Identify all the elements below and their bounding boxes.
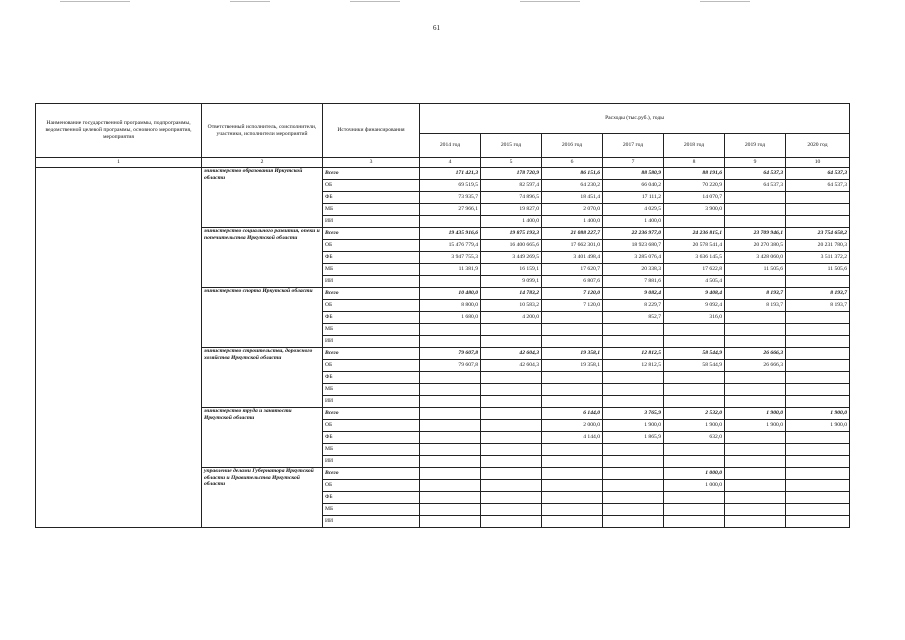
amount-cell: 4 144,0 [542,432,603,444]
funding-source-cell: МБ [323,264,420,276]
amount-cell [725,468,786,480]
amount-cell: 42 604,3 [481,360,542,372]
amount-cell [420,420,481,432]
amount-cell: 3 285 076,4 [603,252,664,264]
amount-cell [664,336,725,348]
amount-cell: 3 511 372,2 [786,252,850,264]
amount-cell: 2 532,0 [664,408,725,420]
funding-source-cell: Всего [323,408,420,420]
amount-cell: 1 000,0 [664,468,725,480]
funding-source-cell: МБ [323,324,420,336]
amount-cell: 20 231 780,3 [786,240,850,252]
amount-cell [420,324,481,336]
column-number: 4 [420,158,481,168]
amount-cell: 9 082,4 [603,288,664,300]
amount-cell: 64 537,3 [725,168,786,180]
header-year-2: 2015 год [481,134,542,158]
amount-cell [725,432,786,444]
column-number: 2 [202,158,323,168]
column-number: 1 [36,158,202,168]
funding-source-cell: ОБ [323,180,420,192]
amount-cell [786,480,850,492]
amount-cell: 82 597,4 [481,180,542,192]
scan-artifacts [0,0,905,4]
funding-source-cell: ОБ [323,420,420,432]
amount-cell: 64 537,3 [725,180,786,192]
funding-source-cell: ФБ [323,372,420,384]
amount-cell [786,516,850,528]
amount-cell [725,384,786,396]
funding-source-cell: Всего [323,288,420,300]
executor-cell: министерство спорта Иркутской области [202,288,323,348]
amount-cell [725,372,786,384]
amount-cell [664,504,725,516]
amount-cell: 64 537,3 [786,168,850,180]
amount-cell: 8 229,7 [603,300,664,312]
funding-source-cell: Всего [323,468,420,480]
amount-cell [481,372,542,384]
amount-cell [664,516,725,528]
amount-cell: 19 358,1 [542,348,603,360]
header-year-5: 2018 год [664,134,725,158]
amount-cell [481,384,542,396]
amount-cell [725,312,786,324]
amount-cell: 69 519,5 [420,180,481,192]
funding-source-cell: Всего [323,348,420,360]
amount-cell [603,372,664,384]
amount-cell: 17 662 301,0 [542,240,603,252]
amount-cell [420,384,481,396]
amount-cell [542,372,603,384]
funding-source-cell: ИИ [323,216,420,228]
amount-cell [725,480,786,492]
amount-cell: 7 881,6 [603,276,664,288]
executor-cell: управление делами Губернатора Иркутской области и Правительства Иркутской области [202,468,323,528]
amount-cell: 4 505,4 [664,276,725,288]
amount-cell [725,204,786,216]
amount-cell: 7 120,0 [542,300,603,312]
amount-cell: 1 900,0 [725,408,786,420]
amount-cell: 1 400,0 [603,216,664,228]
amount-cell [420,432,481,444]
amount-cell: 7 120,0 [542,288,603,300]
amount-cell [542,456,603,468]
funding-source-cell: ФБ [323,492,420,504]
header-program-name: Наименование государственной программы, подпрограммы, ведомственной целевой программы, основного мероприятия, мероприятия [36,104,202,158]
amount-cell: 26 666,3 [725,360,786,372]
amount-cell: 4 029,5 [603,204,664,216]
amount-cell [603,456,664,468]
amount-cell [420,480,481,492]
funding-source-cell: Всего [323,228,420,240]
amount-cell [786,348,850,360]
amount-cell [542,324,603,336]
amount-cell: 1 865,9 [603,432,664,444]
funding-source-cell: ФБ [323,252,420,264]
amount-cell: 19 875 193,3 [481,228,542,240]
amount-cell: 19 827,0 [481,204,542,216]
header-year-7: 2020 год [786,134,850,158]
amount-cell [481,396,542,408]
funding-source-cell: ОБ [323,240,420,252]
amount-cell [664,396,725,408]
funding-source-cell: ОБ [323,360,420,372]
amount-cell: 8 193,7 [725,288,786,300]
amount-cell: 17 111,2 [603,192,664,204]
amount-cell [542,312,603,324]
amount-cell: 11 505,6 [725,264,786,276]
amount-cell: 8 193,7 [725,300,786,312]
amount-cell [603,384,664,396]
amount-cell: 1 900,0 [786,408,850,420]
amount-cell [542,516,603,528]
amount-cell [603,480,664,492]
funding-source-cell: МБ [323,444,420,456]
amount-cell: 3 900,0 [664,204,725,216]
amount-cell [542,336,603,348]
amount-cell [420,504,481,516]
amount-cell [420,492,481,504]
amount-cell [786,312,850,324]
amount-cell [481,324,542,336]
amount-cell [786,444,850,456]
executor-cell: министерство образования Иркутской области [202,168,323,228]
budget-table [35,103,850,528]
amount-cell [786,504,850,516]
amount-cell [481,456,542,468]
amount-cell: 14 783,2 [481,288,542,300]
amount-cell [542,480,603,492]
amount-cell: 4 200,0 [481,312,542,324]
amount-cell [420,468,481,480]
amount-cell: 1 900,0 [664,420,725,432]
amount-cell [542,444,603,456]
funding-source-cell: ИИ [323,456,420,468]
amount-cell: 8 193,7 [786,300,850,312]
funding-source-cell: МБ [323,504,420,516]
amount-cell [603,444,664,456]
header-year-4: 2017 год [603,134,664,158]
header-year-3: 2016 год [542,134,603,158]
amount-cell [420,372,481,384]
amount-cell: 1 400,0 [542,216,603,228]
column-number: 7 [603,158,664,168]
header-funding-source: Источники финансирования [323,104,420,158]
amount-cell [786,336,850,348]
amount-cell: 9 099,1 [481,276,542,288]
amount-cell: 86 151,6 [542,168,603,180]
funding-source-cell: МБ [323,204,420,216]
amount-cell: 18 451,4 [542,192,603,204]
amount-cell: 79 607,8 [420,348,481,360]
amount-cell [481,516,542,528]
amount-cell: 17 622,8 [664,264,725,276]
amount-cell: 15 476 779,4 [420,240,481,252]
funding-source-cell: ИИ [323,396,420,408]
amount-cell [725,216,786,228]
amount-cell [481,336,542,348]
header-year-1: 2014 год [420,134,481,158]
amount-cell: 178 720,9 [481,168,542,180]
amount-cell: 23 754 658,2 [786,228,850,240]
amount-cell: 1 680,0 [420,312,481,324]
amount-cell: 3 449 269,5 [481,252,542,264]
amount-cell [786,432,850,444]
amount-cell [786,492,850,504]
amount-cell [542,396,603,408]
amount-cell [481,420,542,432]
amount-cell: 1 900,0 [725,420,786,432]
amount-cell [481,408,542,420]
amount-cell: 12 812,5 [603,348,664,360]
amount-cell [786,360,850,372]
amount-cell: 11 505,6 [786,264,850,276]
amount-cell [420,444,481,456]
amount-cell [786,372,850,384]
column-number: 6 [542,158,603,168]
amount-cell: 3 401 498,4 [542,252,603,264]
amount-cell: 1 400,0 [481,216,542,228]
amount-cell [481,444,542,456]
amount-cell: 1 000,0 [664,480,725,492]
amount-cell: 316,0 [664,312,725,324]
amount-cell [786,384,850,396]
executor-cell: министерство строительства, дорожного хозяйства Иркутской области [202,348,323,408]
amount-cell [420,456,481,468]
amount-cell [725,276,786,288]
amount-cell [725,336,786,348]
table-row [36,168,850,180]
amount-cell: 58 544,9 [664,360,725,372]
amount-cell [725,492,786,504]
amount-cell: 24 236 815,1 [664,228,725,240]
amount-cell: 2 070,0 [542,204,603,216]
amount-cell [786,216,850,228]
amount-cell [542,492,603,504]
amount-cell: 9 092,4 [664,300,725,312]
amount-cell: 19 435 916,6 [420,228,481,240]
amount-cell [664,216,725,228]
amount-cell: 64 537,3 [786,180,850,192]
funding-source-cell: ФБ [323,192,420,204]
amount-cell: 3 428 060,0 [725,252,786,264]
amount-cell [420,216,481,228]
amount-cell [786,396,850,408]
amount-cell [603,516,664,528]
header-executor: Ответственный исполнитель, соисполнители, участники, исполнители мероприятий [202,104,323,158]
amount-cell: 10 583,2 [481,300,542,312]
amount-cell: 20 338,3 [603,264,664,276]
funding-source-cell: ОБ [323,300,420,312]
amount-cell [725,444,786,456]
amount-cell [725,396,786,408]
amount-cell: 171 421,3 [420,168,481,180]
amount-cell: 12 812,5 [603,360,664,372]
amount-cell [481,432,542,444]
amount-cell: 74 896,5 [481,192,542,204]
amount-cell: 88 191,6 [664,168,725,180]
amount-cell [664,324,725,336]
amount-cell: 23 709 946,1 [725,228,786,240]
amount-cell [603,492,664,504]
header-numbers-row [36,158,850,168]
page-number: 61 [433,24,440,32]
amount-cell [603,324,664,336]
amount-cell: 18 923 680,7 [603,240,664,252]
amount-cell [481,468,542,480]
amount-cell [786,276,850,288]
amount-cell [664,444,725,456]
column-number: 9 [725,158,786,168]
amount-cell [603,504,664,516]
amount-cell: 88 580,9 [603,168,664,180]
amount-cell [481,480,542,492]
amount-cell [420,276,481,288]
amount-cell: 8 800,0 [420,300,481,312]
funding-source-cell: ИИ [323,276,420,288]
program-name-cell [36,168,202,528]
header-year-6: 2019 год [725,134,786,158]
funding-source-cell: ФБ [323,432,420,444]
amount-cell: 2 000,0 [542,420,603,432]
amount-cell [664,372,725,384]
amount-cell: 10 480,0 [420,288,481,300]
column-number: 5 [481,158,542,168]
funding-source-cell: ОБ [323,480,420,492]
funding-source-cell: МБ [323,384,420,396]
amount-cell: 16 400 665,6 [481,240,542,252]
amount-cell: 66 040,2 [603,180,664,192]
funding-source-cell: ИИ [323,516,420,528]
amount-cell: 8 193,7 [786,288,850,300]
amount-cell [786,204,850,216]
amount-cell: 79 607,8 [420,360,481,372]
amount-cell: 27 966,1 [420,204,481,216]
column-number: 8 [664,158,725,168]
funding-source-cell: ФБ [323,312,420,324]
funding-source-cell: Всего [323,168,420,180]
amount-cell [725,504,786,516]
amount-cell [481,504,542,516]
amount-cell [664,456,725,468]
amount-cell [664,492,725,504]
amount-cell [786,456,850,468]
amount-cell [603,396,664,408]
amount-cell: 26 666,3 [725,348,786,360]
amount-cell: 852,7 [603,312,664,324]
amount-cell [603,336,664,348]
amount-cell [664,384,725,396]
amount-cell [603,468,664,480]
amount-cell [420,408,481,420]
amount-cell [786,468,850,480]
amount-cell: 70 220,9 [664,180,725,192]
column-number: 10 [786,158,850,168]
amount-cell: 20 270 380,5 [725,240,786,252]
amount-cell: 22 236 977,0 [603,228,664,240]
amount-cell: 11 381,9 [420,264,481,276]
amount-cell: 3 947 755,3 [420,252,481,264]
amount-cell [725,324,786,336]
amount-cell: 20 578 541,4 [664,240,725,252]
amount-cell [420,516,481,528]
amount-cell [725,516,786,528]
amount-cell [542,468,603,480]
amount-cell: 19 358,1 [542,360,603,372]
amount-cell: 16 159,1 [481,264,542,276]
header-expenses: Расходы (тыс.руб.), годы [420,104,850,134]
amount-cell: 1 900,0 [786,420,850,432]
column-number: 3 [323,158,420,168]
amount-cell: 58 544,9 [664,348,725,360]
executor-cell: министерство социального развития, опеки и попечительства Иркутской области [202,228,323,288]
amount-cell: 64 230,2 [542,180,603,192]
amount-cell [786,324,850,336]
amount-cell: 3 636 145,5 [664,252,725,264]
amount-cell: 21 088 227,7 [542,228,603,240]
amount-cell: 6 144,0 [542,408,603,420]
amount-cell: 1 900,0 [603,420,664,432]
amount-cell: 9 408,4 [664,288,725,300]
amount-cell [786,192,850,204]
amount-cell [420,396,481,408]
amount-cell [725,192,786,204]
amount-cell: 632,0 [664,432,725,444]
executor-cell: министерство труда и занятости Иркутской области [202,408,323,468]
amount-cell [542,384,603,396]
amount-cell: 73 935,7 [420,192,481,204]
amount-cell [420,336,481,348]
amount-cell: 14 070,7 [664,192,725,204]
amount-cell [725,456,786,468]
amount-cell [542,504,603,516]
amount-cell [481,492,542,504]
amount-cell: 6 807,6 [542,276,603,288]
amount-cell: 3 765,9 [603,408,664,420]
funding-source-cell: ИИ [323,336,420,348]
amount-cell: 17 620,7 [542,264,603,276]
amount-cell: 42 604,3 [481,348,542,360]
